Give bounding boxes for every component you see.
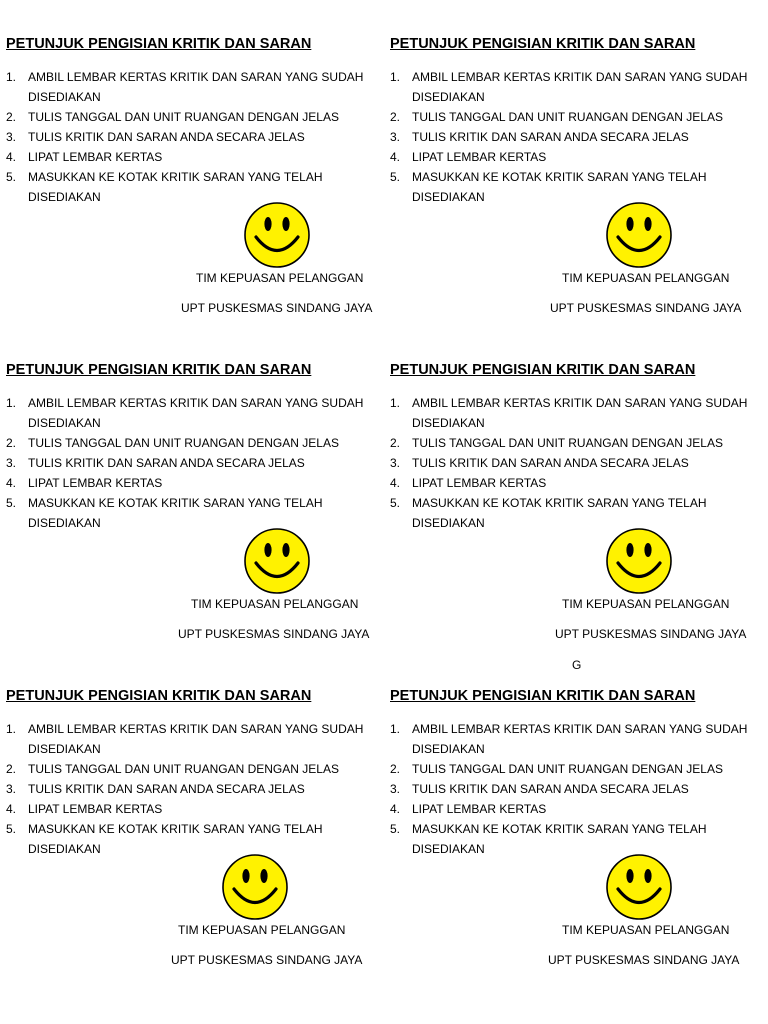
step-text: MASUKKAN KE KOTAK KRITIK SARAN YANG TELAH DISEDIAKAN	[28, 822, 323, 856]
step-item	[390, 493, 752, 533]
step-number: 3.	[6, 456, 17, 470]
card-title: PETUNJUK PENGISIAN KRITIK DAN SARAN	[6, 36, 312, 52]
step-item	[390, 393, 752, 433]
step-item	[390, 453, 752, 473]
team-name: TIM KEPUASAN PELANGGAN	[562, 271, 730, 285]
organization-name: UPT PUSKESMAS SINDANG JAYA	[548, 953, 740, 967]
step-number: 2.	[6, 436, 17, 450]
step-item	[390, 147, 752, 167]
step-text: AMBIL LEMBAR KERTAS KRITIK DAN SARAN YANG SUDAH DISEDIAKAN	[28, 70, 364, 104]
steps-list	[390, 393, 752, 533]
step-item	[6, 493, 368, 533]
organization-name: UPT PUSKESMAS SINDANG JAYA	[171, 953, 363, 967]
step-text: TULIS KRITIK DAN SARAN ANDA SECARA JELAS	[412, 130, 689, 144]
step-text: AMBIL LEMBAR KERTAS KRITIK DAN SARAN YANG SUDAH DISEDIAKAN	[412, 396, 748, 430]
step-item	[6, 453, 368, 473]
step-item	[6, 719, 368, 759]
step-text: MASUKKAN KE KOTAK KRITIK SARAN YANG TELAH DISEDIAKAN	[412, 496, 707, 530]
step-number: 1.	[390, 70, 401, 84]
step-number: 1.	[6, 70, 17, 84]
step-number: 2.	[390, 436, 401, 450]
card-title: PETUNJUK PENGISIAN KRITIK DAN SARAN	[6, 362, 312, 378]
step-number: 3.	[6, 782, 17, 796]
step-item	[390, 67, 752, 107]
step-text: LIPAT LEMBAR KERTAS	[28, 150, 163, 164]
step-item	[6, 127, 368, 147]
step-text: TULIS KRITIK DAN SARAN ANDA SECARA JELAS	[28, 782, 305, 796]
step-number: 2.	[6, 110, 17, 124]
step-number: 2.	[390, 110, 401, 124]
step-item	[6, 779, 368, 799]
step-text: MASUKKAN KE KOTAK KRITIK SARAN YANG TELAH DISEDIAKAN	[412, 822, 707, 856]
organization-name: UPT PUSKESMAS SINDANG JAYA	[181, 301, 373, 315]
step-number: 1.	[390, 396, 401, 410]
step-item	[6, 433, 368, 453]
step-text: TULIS TANGGAL DAN UNIT RUANGAN DENGAN JELAS	[28, 762, 339, 776]
step-item	[6, 167, 368, 207]
step-text: TULIS TANGGAL DAN UNIT RUANGAN DENGAN JELAS	[412, 110, 723, 124]
team-name: TIM KEPUASAN PELANGGAN	[196, 271, 364, 285]
step-text: TULIS KRITIK DAN SARAN ANDA SECARA JELAS	[412, 782, 689, 796]
step-text: TULIS TANGGAL DAN UNIT RUANGAN DENGAN JELAS	[412, 436, 723, 450]
steps-list	[390, 67, 752, 207]
instruction-card	[6, 688, 386, 988]
step-item	[6, 393, 368, 433]
step-text: TULIS KRITIK DAN SARAN ANDA SECARA JELAS	[28, 130, 305, 144]
step-number: 5.	[390, 170, 401, 184]
team-name: TIM KEPUASAN PELANGGAN	[178, 923, 346, 937]
step-item	[390, 127, 752, 147]
step-text: AMBIL LEMBAR KERTAS KRITIK DAN SARAN YANG SUDAH DISEDIAKAN	[412, 70, 748, 104]
card-title: PETUNJUK PENGISIAN KRITIK DAN SARAN	[6, 688, 312, 704]
team-name: TIM KEPUASAN PELANGGAN	[562, 597, 730, 611]
step-item	[6, 819, 368, 859]
stray-letter: G	[572, 658, 582, 672]
step-item	[390, 799, 752, 819]
step-number: 1.	[6, 722, 17, 736]
step-number: 2.	[6, 762, 17, 776]
instruction-card	[6, 36, 386, 336]
step-number: 3.	[390, 456, 401, 470]
step-number: 5.	[6, 822, 17, 836]
steps-list	[390, 719, 752, 859]
step-number: 5.	[390, 496, 401, 510]
organization-name: UPT PUSKESMAS SINDANG JAYA	[550, 301, 742, 315]
step-text: TULIS TANGGAL DAN UNIT RUANGAN DENGAN JELAS	[28, 110, 339, 124]
step-number: 3.	[6, 130, 17, 144]
step-item	[390, 819, 752, 859]
steps-list	[6, 67, 368, 207]
step-item	[390, 473, 752, 493]
step-text: LIPAT LEMBAR KERTAS	[28, 802, 163, 816]
step-number: 4.	[390, 802, 401, 816]
instruction-card	[390, 362, 768, 662]
card-title: PETUNJUK PENGISIAN KRITIK DAN SARAN	[390, 688, 696, 704]
step-number: 4.	[6, 802, 17, 816]
organization-name: UPT PUSKESMAS SINDANG JAYA	[178, 627, 370, 641]
steps-list	[6, 719, 368, 859]
smiley-face-icon	[244, 528, 310, 594]
smiley-face-icon	[606, 202, 672, 268]
step-item	[6, 107, 368, 127]
step-text: TULIS TANGGAL DAN UNIT RUANGAN DENGAN JELAS	[28, 436, 339, 450]
step-item	[390, 107, 752, 127]
step-item	[6, 799, 368, 819]
smiley-face-icon	[606, 528, 672, 594]
step-number: 4.	[6, 476, 17, 490]
step-number: 5.	[390, 822, 401, 836]
step-text: AMBIL LEMBAR KERTAS KRITIK DAN SARAN YANG SUDAH DISEDIAKAN	[28, 396, 364, 430]
instruction-card	[390, 36, 768, 336]
step-number: 4.	[6, 150, 17, 164]
organization-name: UPT PUSKESMAS SINDANG JAYA	[555, 627, 747, 641]
steps-list	[6, 393, 368, 533]
step-number: 5.	[6, 496, 17, 510]
step-item	[390, 719, 752, 759]
step-number: 1.	[6, 396, 17, 410]
step-item	[6, 67, 368, 107]
step-text: AMBIL LEMBAR KERTAS KRITIK DAN SARAN YANG SUDAH DISEDIAKAN	[412, 722, 748, 756]
step-text: TULIS KRITIK DAN SARAN ANDA SECARA JELAS	[412, 456, 689, 470]
step-text: TULIS KRITIK DAN SARAN ANDA SECARA JELAS	[28, 456, 305, 470]
step-item	[390, 759, 752, 779]
step-number: 4.	[390, 476, 401, 490]
smiley-face-icon	[244, 202, 310, 268]
step-number: 2.	[390, 762, 401, 776]
step-number: 3.	[390, 782, 401, 796]
card-title: PETUNJUK PENGISIAN KRITIK DAN SARAN	[390, 362, 696, 378]
step-text: LIPAT LEMBAR KERTAS	[28, 476, 163, 490]
step-text: LIPAT LEMBAR KERTAS	[412, 476, 547, 490]
team-name: TIM KEPUASAN PELANGGAN	[191, 597, 359, 611]
step-text: LIPAT LEMBAR KERTAS	[412, 802, 547, 816]
step-text: TULIS TANGGAL DAN UNIT RUANGAN DENGAN JELAS	[412, 762, 723, 776]
step-item	[6, 147, 368, 167]
step-item	[390, 167, 752, 207]
instruction-card	[390, 688, 768, 988]
step-number: 5.	[6, 170, 17, 184]
smiley-face-icon	[606, 854, 672, 920]
instruction-card	[6, 362, 386, 662]
smiley-face-icon	[222, 854, 288, 920]
step-text: MASUKKAN KE KOTAK KRITIK SARAN YANG TELAH DISEDIAKAN	[412, 170, 707, 204]
step-item	[6, 473, 368, 493]
step-item	[390, 433, 752, 453]
step-text: LIPAT LEMBAR KERTAS	[412, 150, 547, 164]
step-text: MASUKKAN KE KOTAK KRITIK SARAN YANG TELAH DISEDIAKAN	[28, 170, 323, 204]
step-item	[390, 779, 752, 799]
step-number: 1.	[390, 722, 401, 736]
step-number: 3.	[390, 130, 401, 144]
step-number: 4.	[390, 150, 401, 164]
step-text: AMBIL LEMBAR KERTAS KRITIK DAN SARAN YANG SUDAH DISEDIAKAN	[28, 722, 364, 756]
step-item	[6, 759, 368, 779]
card-title: PETUNJUK PENGISIAN KRITIK DAN SARAN	[390, 36, 696, 52]
team-name: TIM KEPUASAN PELANGGAN	[562, 923, 730, 937]
step-text: MASUKKAN KE KOTAK KRITIK SARAN YANG TELAH DISEDIAKAN	[28, 496, 323, 530]
